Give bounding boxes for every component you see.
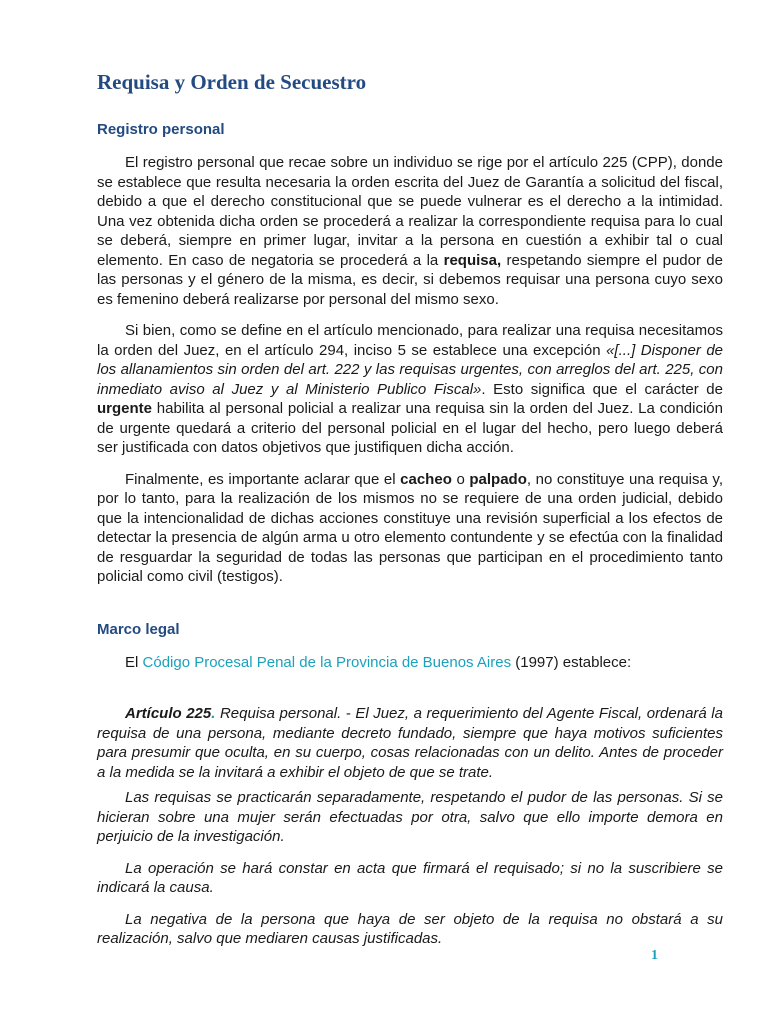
article-225-text: Requisa personal. - El Juez, a requerimiento del Agente Fiscal, ordenará la requisa de una persona, mediante decreto fundado, siempre que haya motivos suficientes para presumir que oculta, en su cuerpo, cosas relacionadas con un delito. Antes de proceder a la medida se la invitará a exhibir el objeto de que se trate. — [97, 705, 723, 781]
paragraph-text: . Esto significa que el carácter de — [481, 380, 723, 398]
paragraph-registro-3 — [97, 470, 723, 587]
document-title: Requisa y Orden de Secuestro — [97, 70, 367, 94]
paragraph-text: , no constituye una requisa y, por lo tanto, para la realización de los mismos no se requiere de una orden judicial, debido que la intencionalidad de dichas acciones constituye una revisión superficial a los efectos de detectar la presencia de algún arma u otro elemento contundente y se efectúa con la finalidad de resguardar la seguridad de todas las personas que participan en el procedimiento tanto policial como civil (testigos). — [97, 470, 723, 586]
paragraph-text: (1997) establece: — [511, 653, 632, 671]
page-number: 1 — [651, 948, 658, 963]
article-225-dot: . — [211, 705, 216, 723]
quoted-article-294: «[...] Disponer de los allanamientos sin orden del art. 222 y las requisas urgentes, con arreglos del art. 225, con inmediato aviso al Juez y al Ministerio Publico Fiscal» — [97, 341, 724, 398]
article-225-paragraph-4 — [97, 910, 723, 949]
paragraph-text: El — [125, 653, 143, 671]
paragraph-text: Si bien, como se define en el artículo mencionado, para realizar una requisa necesitamos la orden del Juez, en el artículo 294, inciso 5 se establece una excepción — [97, 322, 723, 359]
paragraph-text: respetando siempre el pudor de las personas y el género de la misma, es decir, si debemos requisar una persona cuyo sexo es femenino deberá realizarse por personal del mismo sexo. — [97, 251, 723, 308]
bold-text-requisa: requisa, — [443, 251, 502, 269]
article-225-paragraph-1 — [97, 704, 723, 782]
article-225-title: Artículo 225 — [125, 705, 212, 723]
codigo-procesal-link[interactable]: Código Procesal Penal de la Provincia de Buenos Aires — [142, 653, 512, 671]
section-heading-registro-personal: Registro personal — [97, 121, 225, 139]
section-heading-marco-legal: Marco legal — [97, 620, 180, 638]
paragraph-text: habilita al personal policial a realizar una requisa sin la orden del Juez. La condición de urgente quedará a criterio del personal policial en el lugar del hecho, pero luego deberá ser justificada con datos objetivos que justifiquen dicha acción. — [97, 400, 723, 457]
article-225-text: Las requisas se practicarán separadamente, respetando el pudor de las personas. Si se hicieran sobre una mujer serán efectuadas por otra, salvo que ello importe demora en perjuicio de la investigación. — [97, 789, 723, 846]
article-225-paragraph-3 — [97, 859, 723, 898]
bold-text-urgente: urgente — [97, 400, 153, 418]
paragraph-registro-1 — [97, 153, 723, 309]
document-page — [97, 70, 723, 961]
article-225-paragraph-2 — [97, 788, 723, 847]
article-225-text: La negativa de la persona que haya de ser objeto de la requisa no obstará a su realización, salvo que mediaren causas justificadas. — [97, 910, 723, 948]
paragraph-registro-2 — [97, 321, 723, 458]
article-225-text: La operación se hará constar en acta que firmará el requisado; si no la suscribiere se indicará la causa. — [97, 859, 723, 897]
bold-text-palpado: palpado — [469, 470, 527, 488]
paragraph-text: El registro personal que recae sobre un individuo se rige por el artículo 225 (CPP), donde se establece que resulta necesaria la orden escrita del Juez de Garantía a solicitud del fiscal, debido a que el derecho constitucional que se puede vulnerar es el derecho a la intimidad. Una vez obtenida dicha orden se procederá a realizar la correspondiente requisa para lo cual se deberá, siempre en primer lugar, invitar a la persona en cuestión a exhibir tal o cual elemento. En caso de negatoria se procederá a la — [97, 154, 723, 269]
paragraph-text: o — [451, 470, 470, 488]
article-225-block — [97, 704, 723, 949]
paragraph-text: Finalmente, es importante aclarar que el — [125, 470, 401, 488]
paragraph-marco-intro — [97, 653, 723, 673]
bold-text-cacheo: cacheo — [400, 470, 452, 488]
